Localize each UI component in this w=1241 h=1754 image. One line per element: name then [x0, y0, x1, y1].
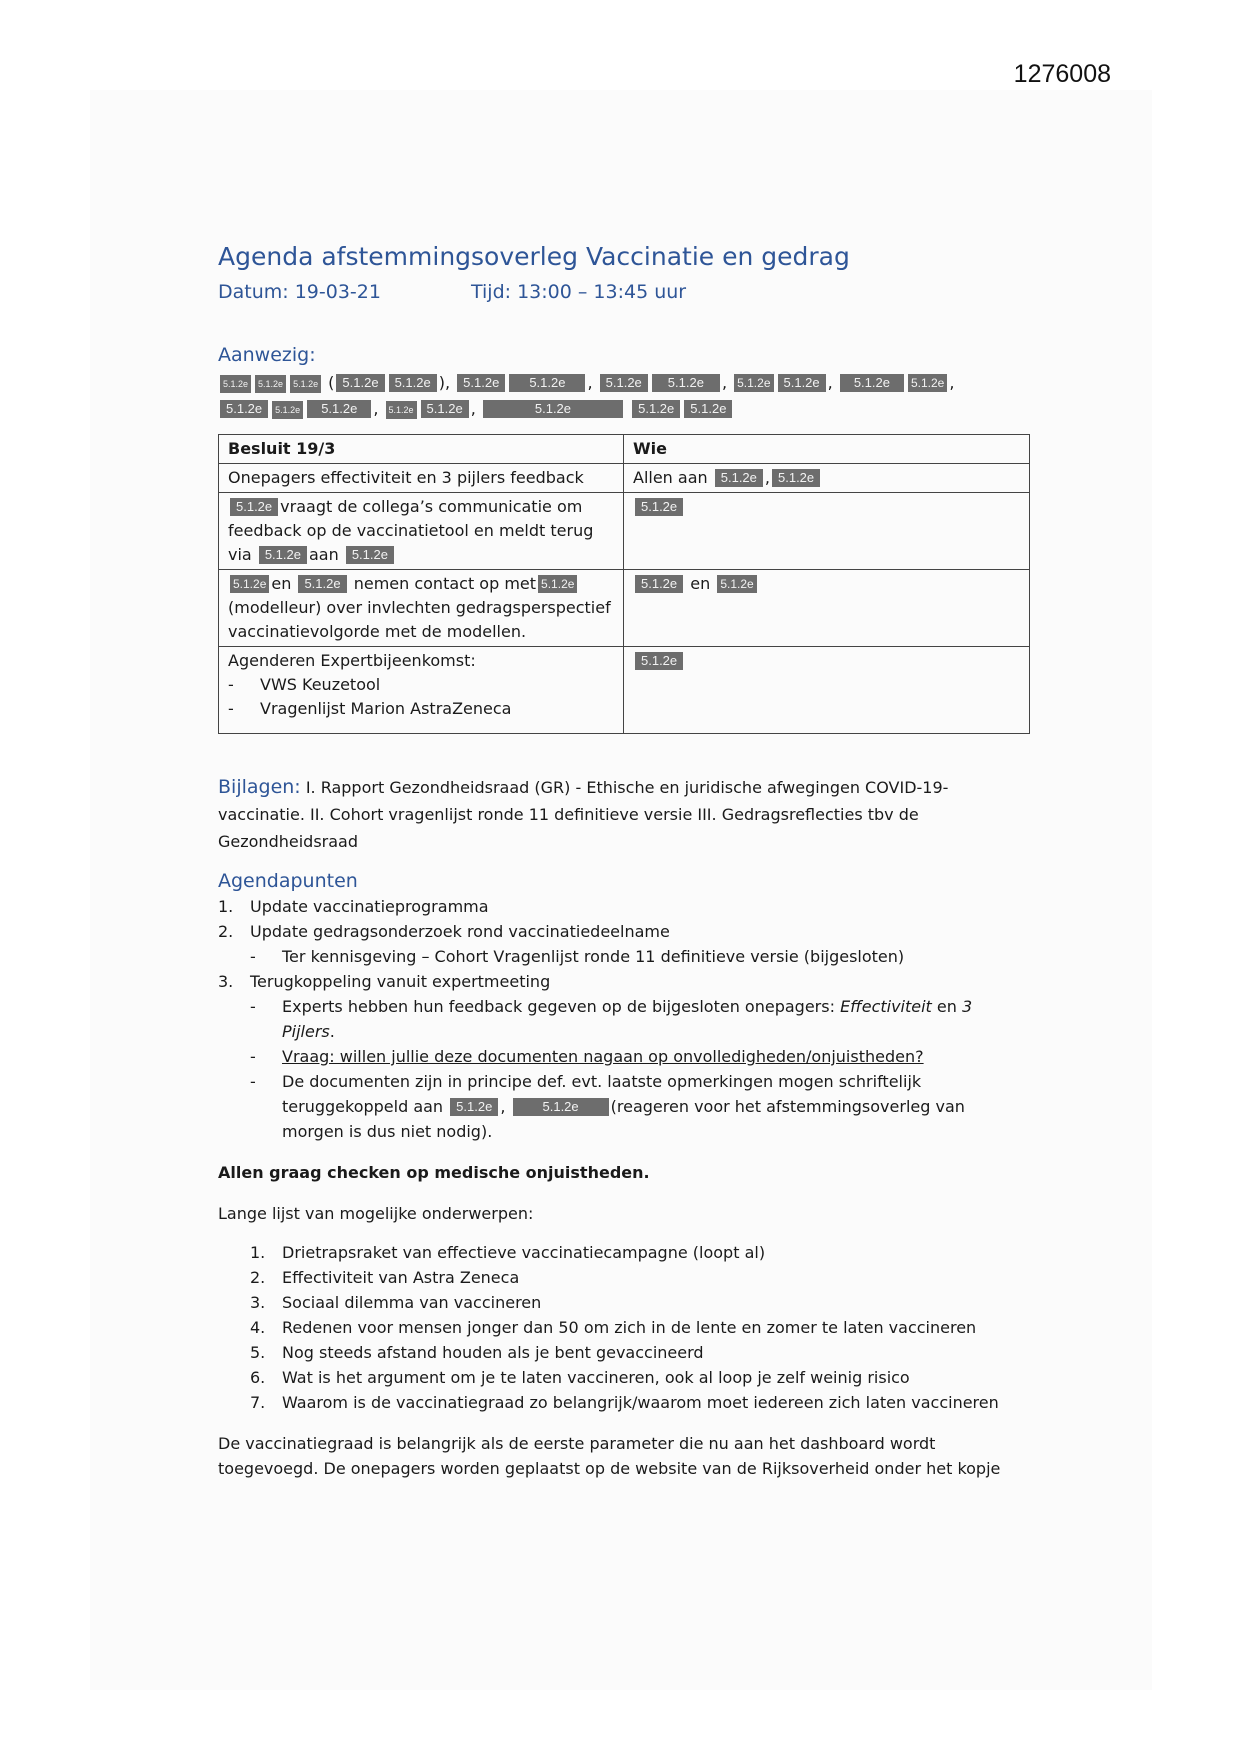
bijlagen-heading: Bijlagen:: [218, 776, 301, 798]
cell-text: vraagt de collega’s communicatie om: [280, 497, 583, 516]
redaction: 5.1.2e: [600, 374, 648, 392]
cell-text: Agenderen Expertbijeenkomst:: [228, 651, 476, 670]
redaction: 5.1.2e: [840, 374, 904, 392]
redaction: 5.1.2e: [389, 374, 437, 392]
redaction: 5.1.2e: [635, 498, 683, 516]
table-header-wie: Wie: [624, 435, 1030, 464]
redaction: 5.1.2e: [346, 546, 394, 564]
agenda-subitem: - De documenten zijn in principe def. evt. laatste opmerkingen mogen schriftelijk teruggekoppeld aan 5.1.2e , 5.1.2e (reageren voor het afstemmingsoverleg van morgen is dus niet nodig).: [250, 1072, 965, 1141]
cell-text: Allen aan: [633, 468, 708, 487]
agenda-item: 2. Update gedragsonderzoek rond vaccinatiedeelname: [218, 922, 670, 941]
redaction: 5.1.2e: [450, 1098, 498, 1116]
topic-item: 6. Wat is het argument om je te laten vaccineren, ook al loop je zelf weinig risico: [250, 1368, 910, 1387]
table-cell: [624, 647, 1030, 734]
table-cell: [624, 570, 1030, 647]
document-content: [218, 240, 1030, 1481]
redaction: 5.1.2e: [290, 375, 321, 393]
meeting-date: Datum: 19-03-21: [218, 281, 381, 303]
redaction: 5.1.2e: [717, 575, 756, 593]
redaction: 5.1.2e: [715, 469, 763, 487]
topics-list: [218, 1240, 1030, 1415]
redaction: 5.1.2e: [307, 400, 371, 418]
cell-text: nemen contact op met: [353, 574, 537, 593]
table-row: [219, 647, 1030, 734]
meeting-time: Tijd: 13:00 – 13:45 uur: [471, 281, 687, 303]
table-header-besluit: Besluit 19/3: [219, 435, 624, 464]
topic-item: 7. Waarom is de vaccinatiegraad zo belangrijk/waarom moet iedereen zich laten vaccineren: [250, 1393, 999, 1412]
redaction: 5.1.2e: [220, 375, 251, 393]
redaction: 5.1.2e: [684, 400, 732, 418]
agenda-items: [218, 894, 1030, 1144]
agenda-subitem: - Vraag: willen jullie deze documenten nagaan op onvolledigheden/onjuistheden?: [250, 1047, 924, 1066]
agendapunten-heading: Agendapunten: [218, 870, 358, 892]
topic-item: 3. Sociaal dilemma van vaccineren: [250, 1293, 542, 1312]
cell-text: en: [690, 574, 711, 593]
topic-item: 2. Effectiviteit van Astra Zeneca: [250, 1268, 520, 1287]
redaction: 5.1.2e: [336, 374, 384, 392]
redaction: 5.1.2e: [772, 469, 820, 487]
redaction: 5.1.2e: [421, 400, 469, 418]
table-cell: [624, 493, 1030, 570]
redaction: 5.1.2e: [483, 400, 623, 418]
topic-item: 4. Redenen voor mensen jonger dan 50 om zich in de lente en zomer te laten vaccineren: [250, 1318, 977, 1337]
bijlagen-text: I. Rapport Gezondheidsraad (GR) - Ethische en juridische afwegingen COVID-19-vaccinatie. II. Cohort vragenlijst ronde 11 definitieve versie III. Gedragsreflecties tbv de Gezondheidsraad: [218, 778, 949, 851]
redaction: 5.1.2e: [635, 575, 683, 593]
redaction: 5.1.2e: [259, 546, 307, 564]
bijlagen-section: [218, 774, 1030, 855]
redaction: 5.1.2e: [255, 375, 286, 393]
table-cell: [219, 570, 624, 647]
table-row: [219, 493, 1030, 570]
topic-item: 5. Nog steeds afstand houden als je bent gevaccineerd: [250, 1343, 704, 1362]
redaction: 5.1.2e: [230, 498, 278, 516]
document-number: 1276008: [1013, 60, 1111, 88]
table-header-row: [219, 435, 1030, 464]
cell-text: en: [271, 574, 292, 593]
redaction: 5.1.2e: [778, 374, 826, 392]
agenda-item: 1. Update vaccinatieprogramma: [218, 897, 489, 916]
topics-intro: Lange lijst van mogelijke onderwerpen:: [218, 1204, 534, 1223]
redaction: 5.1.2e: [272, 401, 303, 419]
table-cell: [219, 493, 624, 570]
bullet-line: - VWS Keuzetool: [228, 675, 381, 694]
decision-table: [218, 434, 1030, 734]
cell-text: feedback op de vaccinatietool en meldt terug: [228, 521, 594, 540]
aanwezig-heading: Aanwezig:: [218, 344, 316, 366]
table-cell: Allen aan 5.1.2e , 5.1.2e: [624, 464, 1030, 493]
bold-instruction: Allen graag checken op medische onjuistheden.: [218, 1163, 650, 1182]
redaction: 5.1.2e: [298, 575, 346, 593]
redaction: 5.1.2e: [734, 374, 773, 392]
topic-item: 1. Drietrapsraket van effectieve vaccinatiecampagne (loopt al): [250, 1243, 766, 1262]
attendee-list: 5.1.2e 5.1.2e 5.1.2e ( 5.1.2e 5.1.2e ), 5.1.2e 5.1.2e , 5.1.2e 5.1.2e , 5.1.2e 5.1.2e , 5.1.2e 5.1.2e , 5.1.2e 5.1.2e 5.1.2e , 5.1.2e 5.1.2e , 5.1.2e 5.1.2e 5.1.2e: [218, 370, 1030, 422]
redaction: 5.1.2e: [538, 575, 577, 593]
agenda-item: 3. Terugkoppeling vanuit expertmeeting: [218, 972, 551, 991]
agenda-subitem: - Experts hebben hun feedback gegeven op de bijgesloten onepagers: Effectiviteit en 3 Pijlers.: [250, 997, 973, 1041]
cell-text: vaccinatievolgorde met de modellen.: [228, 622, 527, 641]
redaction: 5.1.2e: [652, 374, 720, 392]
redaction: 5.1.2e: [386, 401, 417, 419]
redaction: 5.1.2e: [457, 374, 505, 392]
redaction: 5.1.2e: [908, 374, 947, 392]
cell-text: (modelleur) over invlechten gedragsperspectief: [228, 598, 611, 617]
document-title: Agenda afstemmingsoverleg Vaccinatie en gedrag: [218, 242, 850, 271]
cell-text: via: [228, 545, 252, 564]
redaction: 5.1.2e: [509, 374, 585, 392]
table-cell: [219, 647, 624, 734]
redaction: 5.1.2e: [513, 1098, 609, 1116]
bullet-line: - Vragenlijst Marion AstraZeneca: [228, 699, 512, 718]
date-time-line: [218, 280, 1030, 305]
redaction: 5.1.2e: [220, 400, 268, 418]
table-cell: Onepagers effectiviteit en 3 pijlers feedback: [219, 464, 624, 493]
table-row: [219, 570, 1030, 647]
redaction: 5.1.2e: [632, 400, 680, 418]
agenda-subitem: - Ter kennisgeving – Cohort Vragenlijst ronde 11 definitieve versie (bijgesloten): [250, 947, 905, 966]
closing-paragraph: De vaccinatiegraad is belangrijk als de eerste parameter die nu aan het dashboard wordt toegevoegd. De onepagers worden geplaatst op de website van de Rijksoverheid onder het kopje: [218, 1434, 1001, 1478]
redaction: 5.1.2e: [230, 575, 269, 593]
cell-text: aan: [308, 545, 339, 564]
table-row: [219, 464, 1030, 493]
redaction: 5.1.2e: [635, 652, 683, 670]
